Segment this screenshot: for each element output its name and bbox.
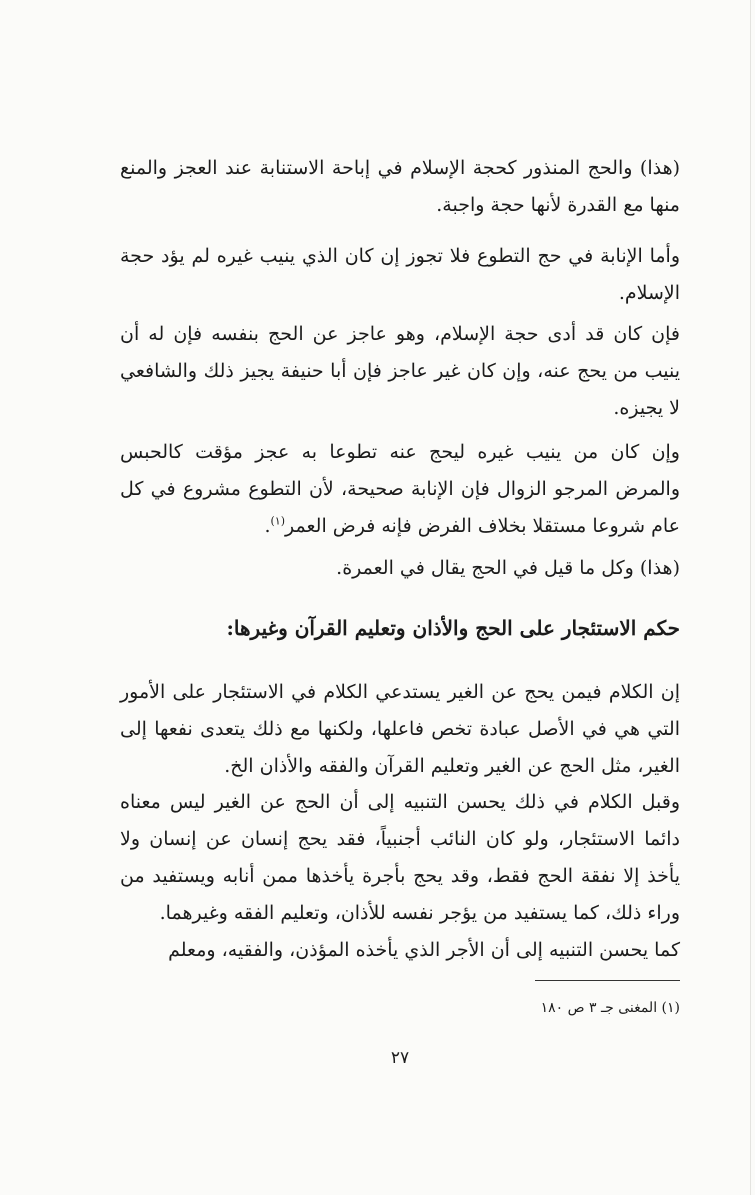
- page-number: ٢٧: [390, 1048, 410, 1068]
- scan-edge-shadow: [750, 0, 751, 1195]
- paragraph-1: (هذا) والحج المنذور كحجة الإسلام في إباحة الاستنابة عند العجز والمنع منها مع القدرة لأنها حجة واجبة.: [120, 157, 680, 216]
- paragraph-7: وقبل الكلام في ذلك يحسن التنبيه إلى أن الحج عن الغير ليس معناه دائما الاستئجار، ولو كان النائب أجنبياً، فقد يحج إنسان عن إنسان ولا يأخذ إلا نفقة الحج فقط، وقد يحج بأجرة يأخذها ممن أنابه ويستفيد من وراء ذلك، كما يستفيد من يؤجر نفسه للأذان، وتعليم الفقه وغيرهما.: [120, 791, 680, 924]
- paragraph-4: وإن كان من ينيب غيره ليحج عنه تطوعا به عجز مؤقت كالحبس والمرض المرجو الزوال فإن الإنابة صحيحة، لأن التطوع مشروع في كل عام شروعا مستقلا بخلاف الفرض فإنه فرض العمر$^{(١)}$.: [120, 441, 680, 537]
- section-heading: حكم الاستئجار على الحج والأذان وتعليم القرآن وغيرها:: [226, 616, 680, 640]
- footnote-divider: [535, 980, 680, 981]
- footnote: (١) المغنى جـ ٣ ص ١٨٠: [540, 1000, 680, 1016]
- paragraph-6: إن الكلام فيمن يحج عن الغير يستدعي الكلام في الاستئجار على الأمور التي هي في الأصل عبادة تخص فاعلها، ولكنها مع ذلك يتعدى نفعها إلى الغير، مثل الحج عن الغير وتعليم القرآن والفقه والأذان الخ.: [120, 681, 680, 777]
- paragraph-4-text: وإن كان من ينيب غيره ليحج عنه تطوعا به عجز مؤقت كالحبس والمرض المرجو الزوال فإن الإنابة صحيحة، لأن التطوع مشروع في كل عام شروعا مستقلا بخلاف الفرض فإنه فرض العمر: [120, 441, 680, 537]
- footnote-reference[interactable]: (١): [270, 514, 286, 528]
- paragraph-3: فإن كان قد أدى حجة الإسلام، وهو عاجز عن الحج بنفسه فإن له أن ينيب من يحج عنه، وإن كان غير عاجز فإن أبا حنيفة يجيز ذلك والشافعي لا يجيزه.: [120, 323, 680, 419]
- document-page: [120, 150, 680, 1070]
- paragraph-8: كما يحسن التنبيه إلى أن الأجر الذي يأخذه المؤذن، والفقيه، ومعلم: [168, 939, 680, 961]
- paragraph-5: (هذا) وكل ما قيل في الحج يقال في العمرة.: [336, 557, 680, 579]
- paragraph-2: وأما الإنابة في حج التطوع فلا تجوز إن كان الذي ينيب غيره لم يؤد حجة الإسلام.: [120, 245, 680, 304]
